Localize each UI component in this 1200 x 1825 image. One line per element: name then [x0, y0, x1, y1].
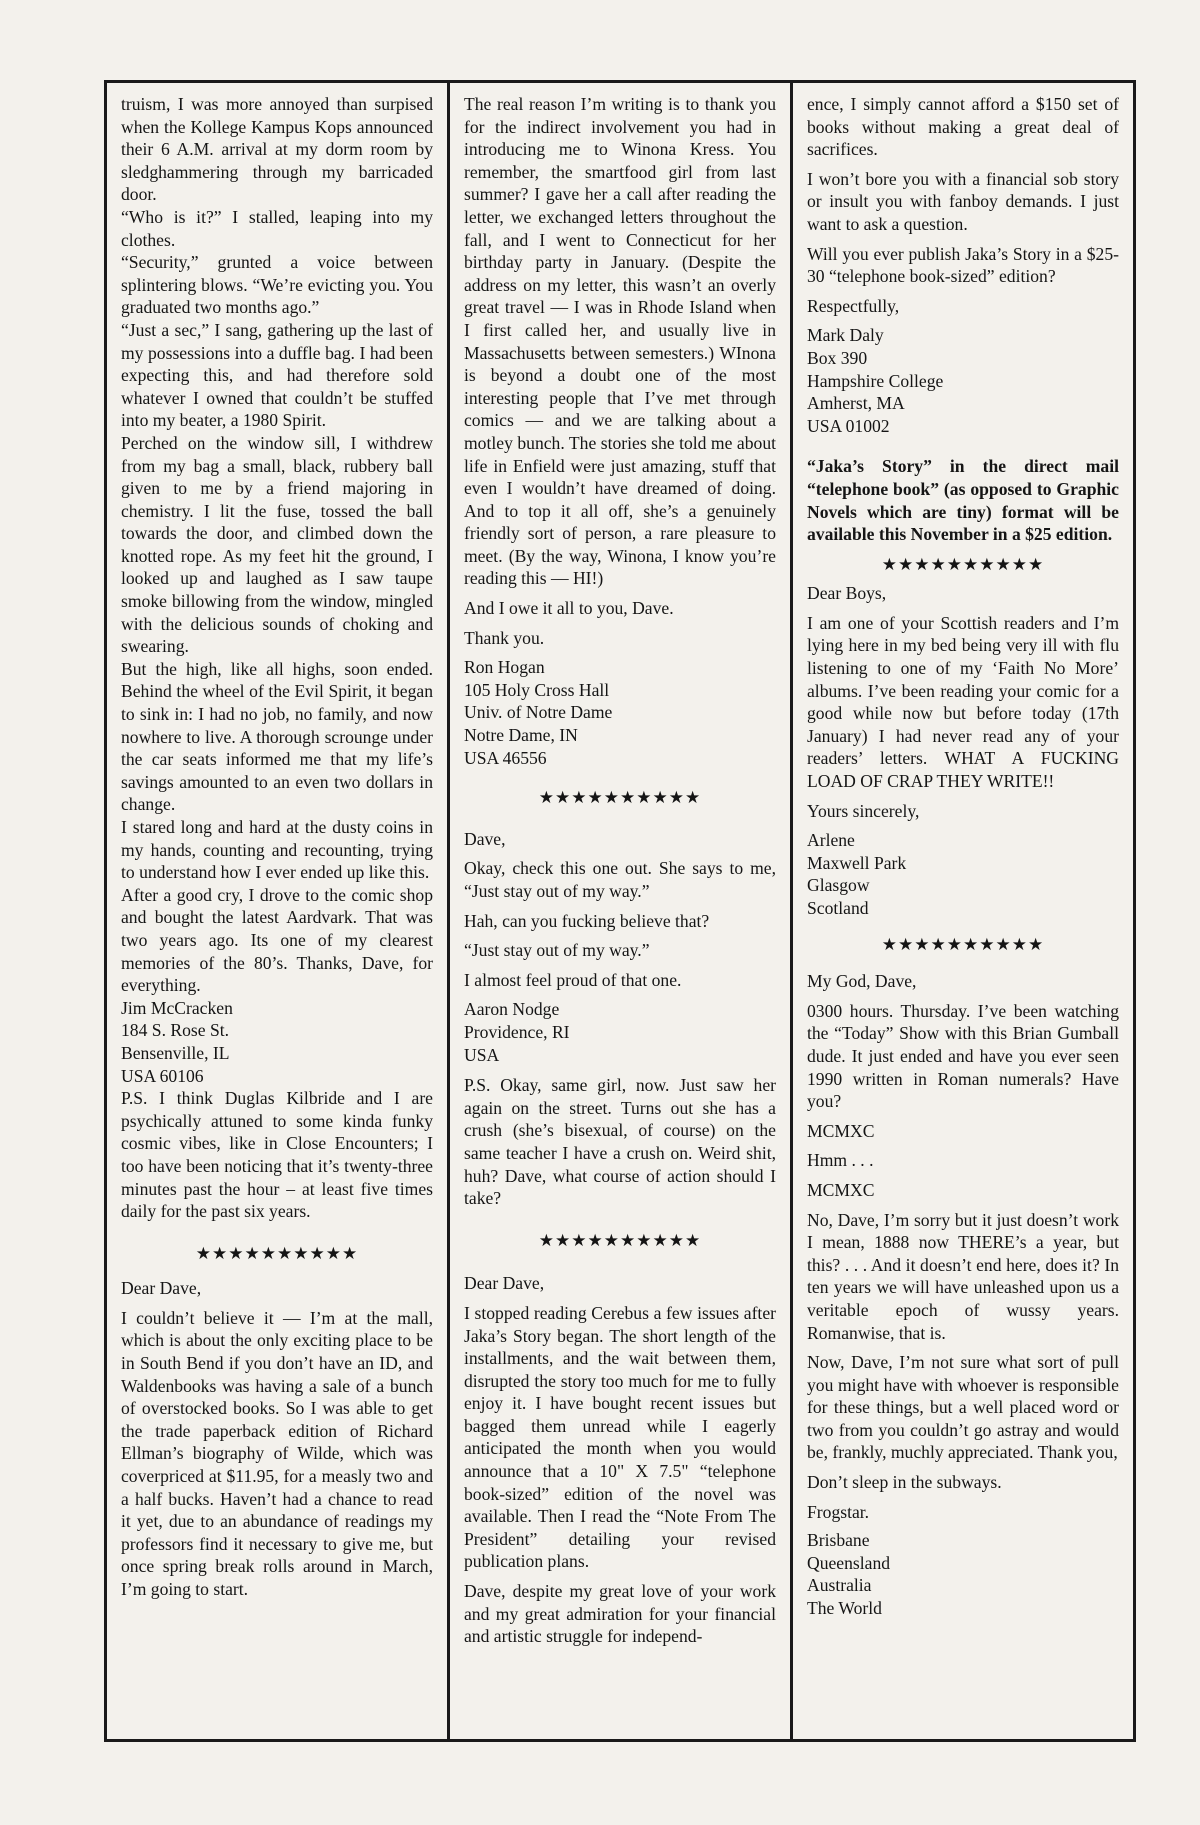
letter-paragraph: ence, I simply cannot afford a $150 set of books without making a great deal of sacrifices.	[807, 94, 1119, 160]
letter-paragraph: I almost feel proud of that one.	[464, 969, 682, 990]
letter-paragraph: MCMXC	[807, 1179, 875, 1200]
signature-line: Frogstar.	[807, 1501, 870, 1522]
letter-paragraph: I stopped reading Cerebus a few issues after Jaka’s Story began. The short length of the installments, and the wait between them, disrupted the story too much for me to fully enjoy it. I have bought recent issues but bagged them unread while I eagerly anticipated the month when you would announce that a 10" X 7.5" “telephone book-sized” edition of the novel was available. Then I read the “Note From The President” detailing your revised publication plans.	[464, 1302, 776, 1572]
letter-paragraph: 0300 hours. Thursday. I’ve been watching the “Today” Show with this Brian Gumball dude. It just ended and have you ever seen 1990 written in Roman numerals? Have you?	[807, 1000, 1119, 1112]
signature-line: Scotland	[807, 898, 869, 918]
letter-paragraph: Dave, despite my great love of your work and my great admiration for your financial and artistic struggle for independ-	[464, 1581, 776, 1647]
star-divider: ★★★★★★★★★★	[538, 788, 702, 808]
letter-paragraph: Perched on the window sill, I withdrew from my bag a small, black, rubbery ball given to me by a friend majoring in chemistry. I lit the fuse, tossed the ball towards the door, and climbed down the knotted rope. As my feet hit the ground, I looked up and laughed as I saw taupe smoke billowing from the window, mingled with the delicious sounds of choking and swearing.	[121, 432, 433, 657]
signature-line: USA 46556	[464, 747, 547, 768]
letter-paragraph: MCMXC	[807, 1120, 875, 1141]
column-2	[447, 83, 790, 1739]
signature-block	[121, 997, 433, 1087]
salutation: Dave,	[464, 828, 506, 849]
signature-line: Amherst, MA	[807, 393, 905, 414]
signature-line: USA 01002	[807, 415, 890, 436]
letter-paragraph: Hmm . . .	[807, 1150, 874, 1171]
letters-page	[104, 80, 1136, 1742]
editor-reply: “Jaka’s Story” in the direct mail “telephone book” (as opposed to Graphic Novels which are tiny) format will be available this November in a $25 edition.	[807, 456, 1119, 545]
letter-paragraph: “Just a sec,” I sang, gathering up the last of my possessions into a duffle bag. I had been expecting this, and had therefore sold whatever I owned that couldn’t be stuffed into my beater, a 1980 Spirit.	[121, 319, 433, 431]
salutation: Dear Dave,	[121, 1278, 202, 1299]
signature-line: Box 390	[807, 347, 868, 368]
letter-paragraph: Okay, check this one out. She says to me, “Just stay out of my way.”	[464, 858, 776, 901]
signature-block	[464, 656, 776, 769]
signature-line: USA 60106	[121, 1065, 204, 1086]
letter-paragraph: The real reason I’m writing is to thank you for the indirect involvement you had in introducing me to Winona Kress. You remember, the smartfood girl from last summer? I gave her a call after reading the letter, we exchanged letters throughout the fall, and I went to Connecticut for her birthday party in January. (Despite the address on my letter, this wasn’t an overly great travel — I was in Rhode Island when I first called her, and usually live in Massachusetts between semesters.) WInona is beyond a doubt one of the most interesting people that I’ve met through comics — and we are talking about a motley bunch. The stories she told me about life in Enfield were just amazing, stuff that even I wouldn’t have dreamed of doing. And to top it all off, she’s a genuinely friendly sort of person, a rare pleasure to meet. (By the way, Winona, I know you’re reading this — HI!)	[464, 94, 776, 589]
closing: Respectfully,	[807, 295, 900, 316]
letter-paragraph: I stared long and hard at the dusty coins in my hands, counting and recounting, trying to understand how I ever ended up like this.	[121, 817, 433, 883]
letter-paragraph: Don’t sleep in the subways.	[807, 1472, 1002, 1493]
signature-line: Mark Daly	[807, 325, 884, 346]
salutation: My God, Dave,	[807, 971, 917, 992]
signature-line: USA	[464, 1044, 500, 1065]
signature-line: Glasgow	[807, 875, 870, 896]
letter-paragraph: Thank you.	[464, 627, 545, 648]
letter-paragraph: “Security,” grunted a voice between splintering blows. “We’re evicting you. You graduated two months ago.”	[121, 252, 433, 318]
letter-paragraph: After a good cry, I drove to the comic shop and bought the latest Aardvark. That was two years ago. Its one of my clearest memories of the 80’s. Thanks, Dave, for everything.	[121, 884, 433, 996]
postscript: P.S. I think Duglas Kilbride and I are psychically attuned to some kinda funky cosmic vibes, like in Close Encounters; I too have been noticing that it’s twenty-three minutes past the hour – at least five times daily for the past six years.	[121, 1088, 433, 1222]
signature-line: Maxwell Park	[807, 852, 907, 873]
letter-paragraph: Will you ever publish Jaka’s Story in a $25-30 “telephone book-sized” edition?	[807, 243, 1119, 287]
signature-block	[807, 829, 1119, 919]
signature-line: Ron Hogan	[464, 657, 545, 678]
letter-paragraph: I couldn’t believe it — I’m at the mall, which is about the only exciting place to be in South Bend if you don’t have an ID, and Waldenbooks was having a sale of a bunch of overstocked books. So I was able to get the trade paperback edition of Richard Ellman’s biography of Wilde, which was coverpriced at $11.95, for a measly two and a half bucks. Haven’t had a chance to read it yet, due to an abundance of readings my professors find it necessary to give me, but once spring break rolls around in March, I’m going to start.	[121, 1307, 433, 1599]
signature-line: Jim McCracken	[121, 997, 233, 1018]
signature-line: Providence, RI	[464, 1021, 570, 1042]
letter-paragraph: I won’t bore you with a financial sob story or insult you with fanboy demands. I just want to ask a question.	[807, 168, 1119, 234]
signature-line: Bensenville, IL	[121, 1042, 230, 1063]
signature-line: Hampshire College	[807, 370, 944, 391]
signature-line: Notre Dame, IN	[464, 725, 578, 746]
star-divider: ★★★★★★★★★★	[881, 934, 1045, 954]
signature-line: The World	[807, 1598, 882, 1619]
signature-line: 184 S. Rose St.	[121, 1020, 230, 1041]
letter-paragraph: “Who is it?” I stalled, leaping into my clothes.	[121, 206, 433, 250]
signature-line: Univ. of Notre Dame	[464, 702, 613, 723]
letter-paragraph: I am one of your Scottish readers and I’m lying here in my bed being very ill with flu listening to one of my ‘Faith No More’ albums. I’ve been reading your comic for a good while now but before today (17th January) I had never read any of your readers’ letters. WHAT A FUCKING LOAD OF CRAP THEY WRITE!!	[807, 612, 1119, 792]
column-3	[790, 83, 1133, 1739]
signature-line: Arlene	[807, 830, 855, 851]
signature-block	[807, 1529, 1119, 1619]
letter-paragraph: “Just stay out of my way.”	[464, 940, 650, 961]
column-1	[107, 83, 447, 1739]
letter-paragraph: But the high, like all highs, soon ended. Behind the wheel of the Evil Spirit, it began to sink in: I had no job, no family, and now nowhere to live. A thorough scrounge under the car seats informed me that my life’s savings amounted to an even two dollars in change.	[121, 658, 433, 815]
signature-line: Queensland	[807, 1552, 891, 1573]
star-divider: ★★★★★★★★★★	[195, 1243, 359, 1263]
letter-paragraph: truism, I was more annoyed than surpised when the Kollege Kampus Kops announced their 6 A.M. arrival at my dorm room by sledghammering through my barricaded door.	[121, 94, 433, 205]
signature-line: Brisbane	[807, 1530, 870, 1551]
postscript: P.S. Okay, same girl, now. Just saw her again on the street. Turns out she has a crush (she’s bisexual, of course) on the same teacher I have a crush on. Weird shit, huh? Dave, what course of action should I take?	[464, 1075, 776, 1209]
signature-line: Australia	[807, 1575, 872, 1596]
salutation: Dear Dave,	[464, 1273, 545, 1294]
salutation: Dear Boys,	[807, 583, 887, 604]
signature-line: 105 Holy Cross Hall	[464, 679, 610, 700]
closing: Yours sincerely,	[807, 800, 920, 821]
star-divider: ★★★★★★★★★★	[538, 1230, 702, 1250]
letter-paragraph: Now, Dave, I’m not sure what sort of pull you might have with whoever is responsible for these things, but a well placed word or two from you couldn’t go astray and would be, frankly, muchly appreciated. Thank you,	[807, 1352, 1119, 1463]
letter-paragraph: No, Dave, I’m sorry but it just doesn’t work I mean, 1888 now THERE’s a year, but this? . . . And it doesn’t end here, does it? In ten years we will have unleashed upon us a veritable epoch of wussy years. Romanwise, that is.	[807, 1209, 1119, 1343]
signature-block	[464, 998, 776, 1066]
signature-line: Aaron Nodge	[464, 999, 560, 1020]
letter-paragraph: Hah, can you fucking believe that?	[464, 910, 710, 931]
letter-paragraph: And I owe it all to you, Dave.	[464, 598, 674, 619]
signature-block	[807, 324, 1119, 437]
star-divider: ★★★★★★★★★★	[881, 554, 1045, 574]
